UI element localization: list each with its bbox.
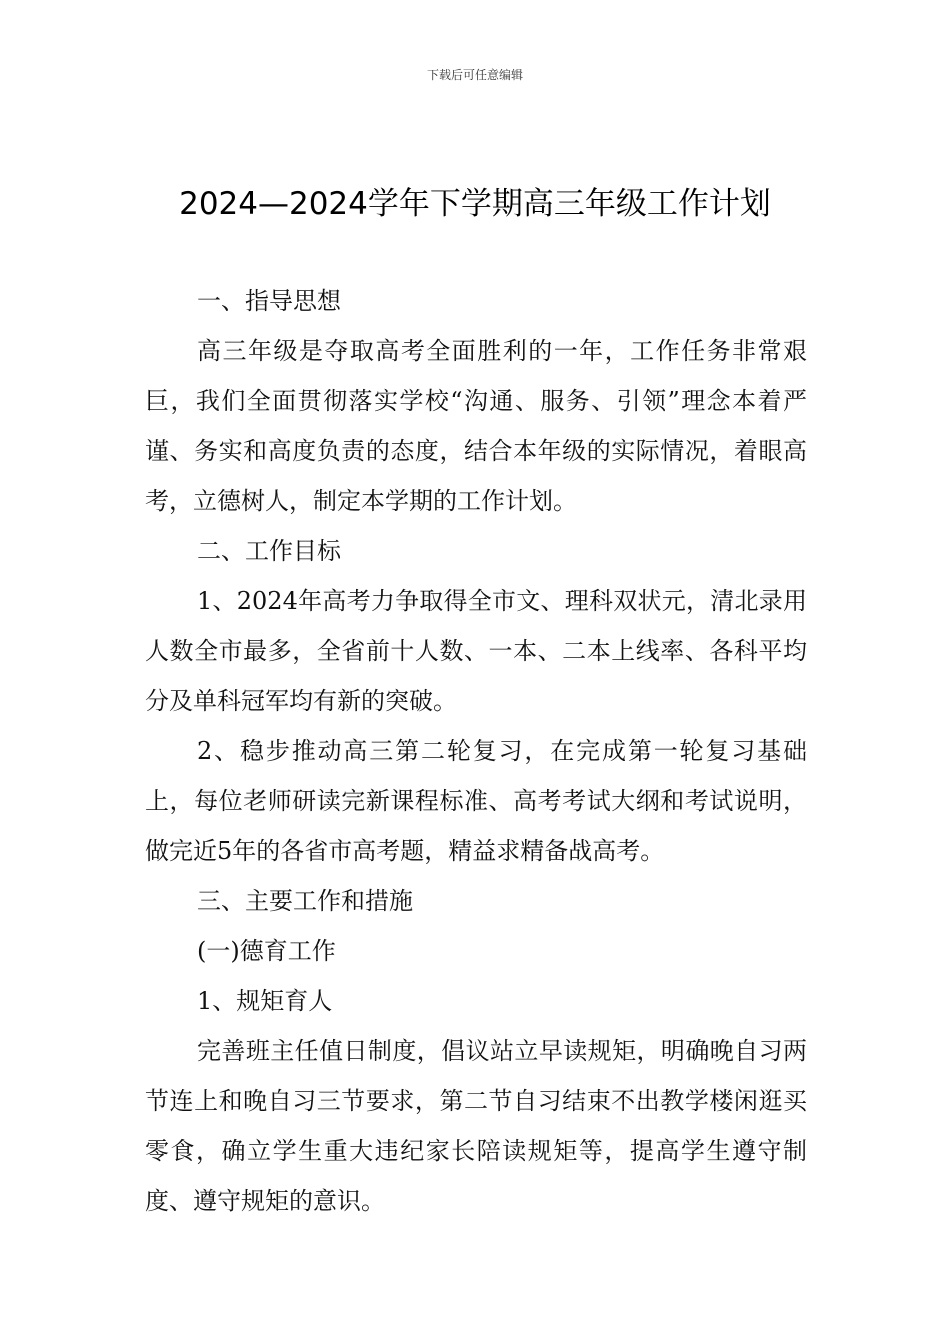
header-note: 下载后可任意编辑 [426,68,523,82]
item-heading-rules-education: 1、规矩育人 [197,987,333,1015]
document-body [145,276,807,1226]
paragraph-goal-1: 1、2024年高考力争取得全市文、理科双状元，清北录用人数全市最多，全省前十人数、一本、二本上线率、各科平均分及单科冠军均有新的突破。 [145,587,807,715]
paragraph-guiding-ideology: 高三年级是夺取高考全面胜利的一年，工作任务非常艰巨，我们全面贯彻落实学校“沟通、服务、引领”理念本着严谨、务实和高度负责的态度，结合本年级的实际情况，着眼高考，立德树人，制定本学期的工作计划。 [145,337,807,515]
section-heading-main-work-measures: 三、主要工作和措施 [197,887,413,915]
section-heading-work-goals: 二、工作目标 [197,537,341,565]
paragraph-rules-education: 完善班主任值日制度，倡议站立早读规矩，明确晚自习两节连上和晚自习三节要求，第二节自习结束不出教学楼闲逛买零食，确立学生重大违纪家长陪读规矩等，提高学生遵守制度、遵守规矩的意识。 [145,1037,807,1215]
subsection-heading-moral-education: (一)德育工作 [197,937,336,965]
document-title: 2024—2024学年下学期高三年级工作计划 [179,186,771,222]
paragraph-goal-2: 2、稳步推动高三第二轮复习，在完成第一轮复习基础上，每位老师研读完新课程标准、高考考试大纲和考试说明，做完近5年的各省市高考题，精益求精备战高考。 [145,737,807,865]
section-heading-guiding-ideology: 一、指导思想 [197,287,341,315]
